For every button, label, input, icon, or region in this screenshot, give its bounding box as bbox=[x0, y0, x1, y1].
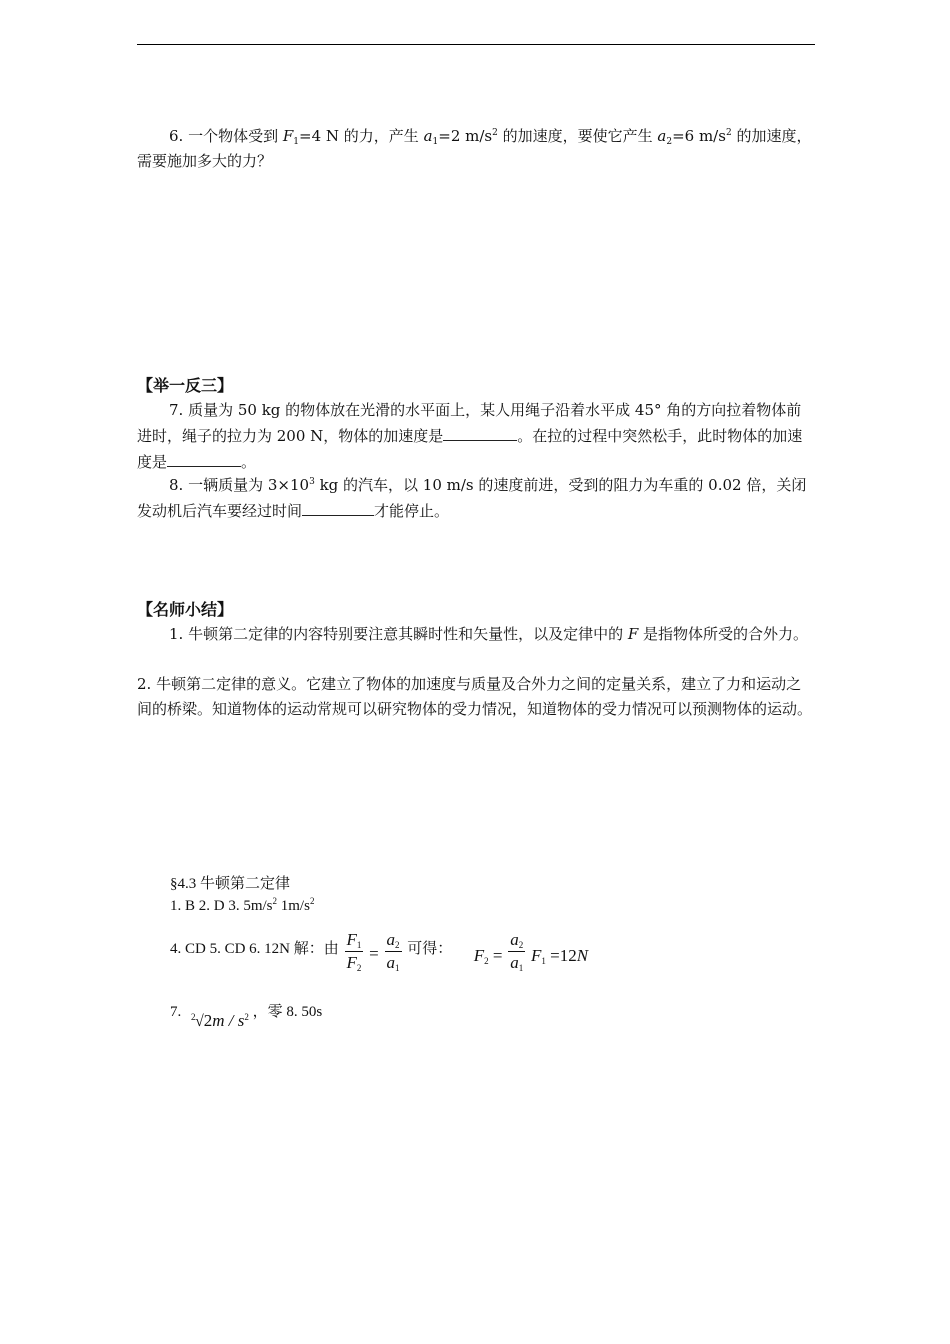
header-rule bbox=[137, 44, 815, 45]
answers-line-2: 4. CD 5. CD 6. 12N 解：由 $\frac{F_1}{F_2}$ = $\frac{a_2}{a_1}$ 可得： $F_2$ = $\frac{a_2}{a_1}$ $F_1 =12N$ bbox=[170, 930, 589, 973]
summary-point-1: 1. 牛顿第二定律的内容特别要注意其瞬时性和矢量性，以及定律中的 F 是指物体所受的合外力。 bbox=[169, 625, 809, 643]
summary-point-2: 2. 牛顿第二定律的意义。它建立了物体的加速度与质量及合外力之间的定量关系，建立了力和运动之间的桥梁。知道物体的运动常规可以研究物体的受力情况，知道物体的受力情况可以预测物体的运动。 bbox=[137, 675, 813, 718]
answers-line-1: 1. B 2. D 3. $5m/s^2$ $1m/s^2$ bbox=[170, 896, 315, 914]
question-8: 8. 一辆质量为 $3\times 10^3$ kg 的汽车，以 10 m/s 的速度前进，受到的阻力为车重的 0.02 倍，关闭发动机后汽车要经过时间 才能停止。 bbox=[137, 476, 807, 520]
fraction-a2-a1-result: $\frac{a_2}{a_1}$ bbox=[510, 930, 524, 973]
answers-line-3: 7. 2 $√2m / s^2$ ，零 8. 50s bbox=[170, 1004, 323, 1030]
answer-blank bbox=[302, 498, 374, 516]
answers-title: §4.3 牛顿第二定律 bbox=[170, 876, 291, 892]
answer-blank bbox=[167, 449, 241, 467]
question-7: 7. 质量为 50 kg 的物体放在光滑的水平面上，某人用绳子沿着水平成 45° 角的方向拉着物体前进时，绳子的拉力为 200 N，物体的加速度是 。在拉的过程中突然松手，此时物体的加速度是 。 bbox=[137, 401, 803, 471]
question-6: 6. 一个物体受到 $F_1=4$ N 的力，产生 $a_1=2$ $m/s^2$ 的加速度，要使它产生 $a_2=6$ $m/s^2$ 的加速度，需要施加多大的力？ bbox=[137, 127, 812, 170]
fraction-a2-a1: $\frac{a_2}{a_1}$ bbox=[386, 930, 400, 973]
section-heading-summary: 【名师小结】 bbox=[137, 600, 234, 619]
root-expression: 2 $√2m / s^2$ bbox=[191, 1011, 249, 1030]
answer-blank bbox=[443, 423, 517, 441]
section-heading-practice: 【举一反三】 bbox=[137, 376, 234, 395]
fraction-f1-f2: $\frac{F_1}{F_2}$ bbox=[346, 930, 362, 973]
